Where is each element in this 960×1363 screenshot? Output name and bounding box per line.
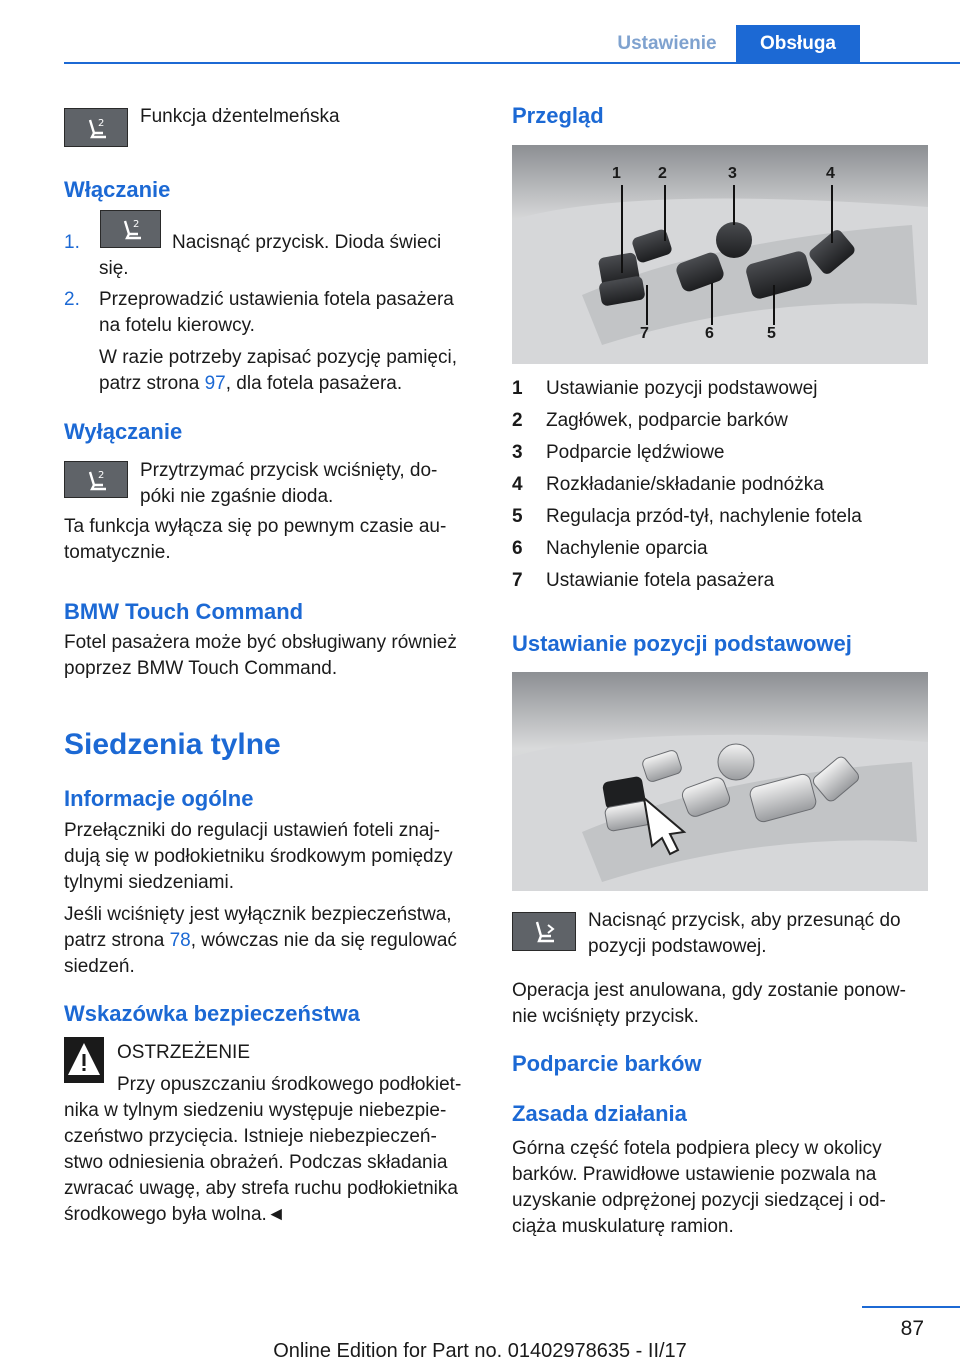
photo-callout: 1 — [612, 165, 621, 182]
principle-text: uzyskanie odprężonej pozycji siedzącej i od‐ — [512, 1190, 886, 1211]
ref-text: , dla fotela pasażera. — [225, 373, 403, 394]
step-number: 1. — [64, 232, 80, 253]
basic-position-button-icon — [512, 912, 576, 951]
legend-text: Ustawianie pozycji podstawowej — [546, 378, 818, 399]
warning-text: zwracać uwagę, aby strefa ruchu podłokietnika — [64, 1178, 458, 1199]
legend-number: 4 — [512, 474, 523, 495]
off-text: póki nie zgaśnie dioda. — [140, 486, 334, 507]
principle-text: Górna część fotela podpiera plecy w okolicy — [512, 1138, 882, 1159]
svg-text:2: 2 — [98, 117, 105, 129]
cancel-text: nie wciśnięty przycisk. — [512, 1006, 699, 1027]
legend-text: Regulacja przód-tył, nachylenie fotela — [546, 506, 862, 527]
heading-safety-note: Wskazówka bezpieczeństwa — [64, 1001, 360, 1026]
auto-off-text: Ta funkcja wyłącza się po pewnym czasie au‐ — [64, 516, 447, 537]
basic-position-photo — [512, 672, 928, 891]
photo-callout: 4 — [826, 165, 835, 182]
legend-number: 6 — [512, 538, 523, 559]
warning-text: czeństwo przycięcia. Istnieje niebezpieczeń‐ — [64, 1126, 437, 1147]
info-text: dują się w podłokietniku środkowym pomiędzy — [64, 846, 453, 867]
step1-text-cont: się. — [99, 258, 129, 279]
gentleman-function-label: Funkcja dżentelmeńska — [140, 106, 340, 127]
heading-switch-on: Włączanie — [64, 177, 171, 202]
legend-number: 3 — [512, 442, 523, 463]
legend-text: Podparcie lędźwiowe — [546, 442, 725, 463]
ref-text: patrz strona — [64, 930, 170, 951]
principle-text: barków. Prawidłowe ustawienie pozwala na — [512, 1164, 877, 1185]
safety-switch-text: Jeśli wciśnięty jest wyłącznik bezpieczeństwa, — [64, 904, 452, 925]
auto-off-text: tomatycznie. — [64, 542, 171, 563]
edition-note: Online Edition for Part no. 01402978635 - II/17 — [273, 1340, 687, 1362]
legend-number: 2 — [512, 410, 523, 431]
gentleman-button-icon — [64, 461, 128, 498]
legend-text: Rozkładanie/składanie podnóżka — [546, 474, 824, 495]
gentleman-button-icon — [100, 210, 161, 248]
heading-basic-position: Ustawianie pozycji podstawowej — [512, 631, 852, 656]
photo-callout: 6 — [705, 325, 714, 342]
warning-text: Przy opuszczaniu środkowego podłokiet‐ — [117, 1074, 462, 1095]
photo-callout: 5 — [767, 325, 776, 342]
heading-principle: Zasada działania — [512, 1101, 687, 1126]
warning-text: środkowego była wolna.◄ — [64, 1204, 286, 1225]
legend-text: Zagłówek, podparcie barków — [546, 410, 788, 431]
legend-number: 1 — [512, 378, 523, 399]
heading-touch-command: BMW Touch Command — [64, 599, 304, 624]
gentleman-seat-icon — [64, 108, 128, 147]
heading-switch-off: Wyłączanie — [64, 419, 183, 444]
heading-overview: Przegląd — [512, 103, 604, 128]
heading-shoulder-support: Podparcie barków — [512, 1051, 702, 1076]
step2-note-ref — [99, 369, 402, 398]
basic-position-text: pozycji podstawowej. — [588, 936, 767, 957]
safety-switch-ref — [64, 926, 457, 955]
warning-title: OSTRZEŻENIE — [117, 1042, 251, 1063]
touch-text: Fotel pasażera może być obsługiwany również — [64, 632, 457, 653]
photo-callout: 3 — [728, 165, 737, 182]
info-text: Przełączniki do regulacji ustawień foteli znaj‐ — [64, 820, 440, 841]
warning-triangle-icon — [64, 1037, 104, 1083]
step2-note: W razie potrzeby zapisać pozycję pamięci, — [99, 347, 457, 368]
off-text: Przytrzymać przycisk wciśnięty, do‐ — [140, 460, 438, 481]
info-text: tylnymi siedzeniami. — [64, 872, 234, 893]
principle-text: ciąża muskulaturę ramion. — [512, 1216, 734, 1237]
step-number: 2. — [64, 289, 80, 310]
cancel-text: Operacja jest anulowana, gdy zostanie ponow‐ — [512, 980, 906, 1001]
safety-switch-text: siedzeń. — [64, 956, 135, 977]
legend-text: Nachylenie oparcia — [546, 538, 708, 559]
svg-text:2: 2 — [98, 469, 105, 481]
legend-number: 7 — [512, 570, 523, 591]
page-link-97[interactable]: 97 — [204, 373, 226, 394]
heading-general-info: Informacje ogólne — [64, 786, 254, 811]
legend-number: 5 — [512, 506, 523, 527]
page-number: 87 — [900, 1317, 924, 1340]
warning-text: stwo odniesienia obrażeń. Podczas składania — [64, 1152, 448, 1173]
heading-rear-seats: Siedzenia tylne — [64, 728, 281, 761]
svg-text:2: 2 — [132, 219, 139, 230]
warning-text: nika w tylnym siedzeniu występuje niebezpie‐ — [64, 1100, 447, 1121]
step1-text: Nacisnąć przycisk. Dioda świeci — [172, 232, 442, 253]
page-link-78[interactable]: 78 — [169, 930, 191, 951]
step2-line: Przeprowadzić ustawienia fotela pasażera — [99, 289, 454, 310]
seat-controls-photo — [512, 145, 928, 364]
header-active-tab[interactable]: Obsługa — [736, 25, 860, 63]
header-section-tab[interactable]: Ustawienie — [617, 33, 717, 54]
footer-rule — [862, 1306, 960, 1308]
photo-callout: 7 — [640, 325, 649, 342]
basic-position-text: Nacisnąć przycisk, aby przesunąć do — [588, 910, 901, 931]
photo-callout: 2 — [658, 165, 667, 182]
header-rule — [64, 62, 960, 64]
step2-line: na fotelu kierowcy. — [99, 315, 255, 336]
ref-text: patrz strona — [99, 373, 205, 394]
legend-text: Ustawianie fotela pasażera — [546, 570, 775, 591]
ref-text: , wówczas nie da się regulować — [190, 930, 457, 951]
touch-text: poprzez BMW Touch Command. — [64, 658, 338, 679]
